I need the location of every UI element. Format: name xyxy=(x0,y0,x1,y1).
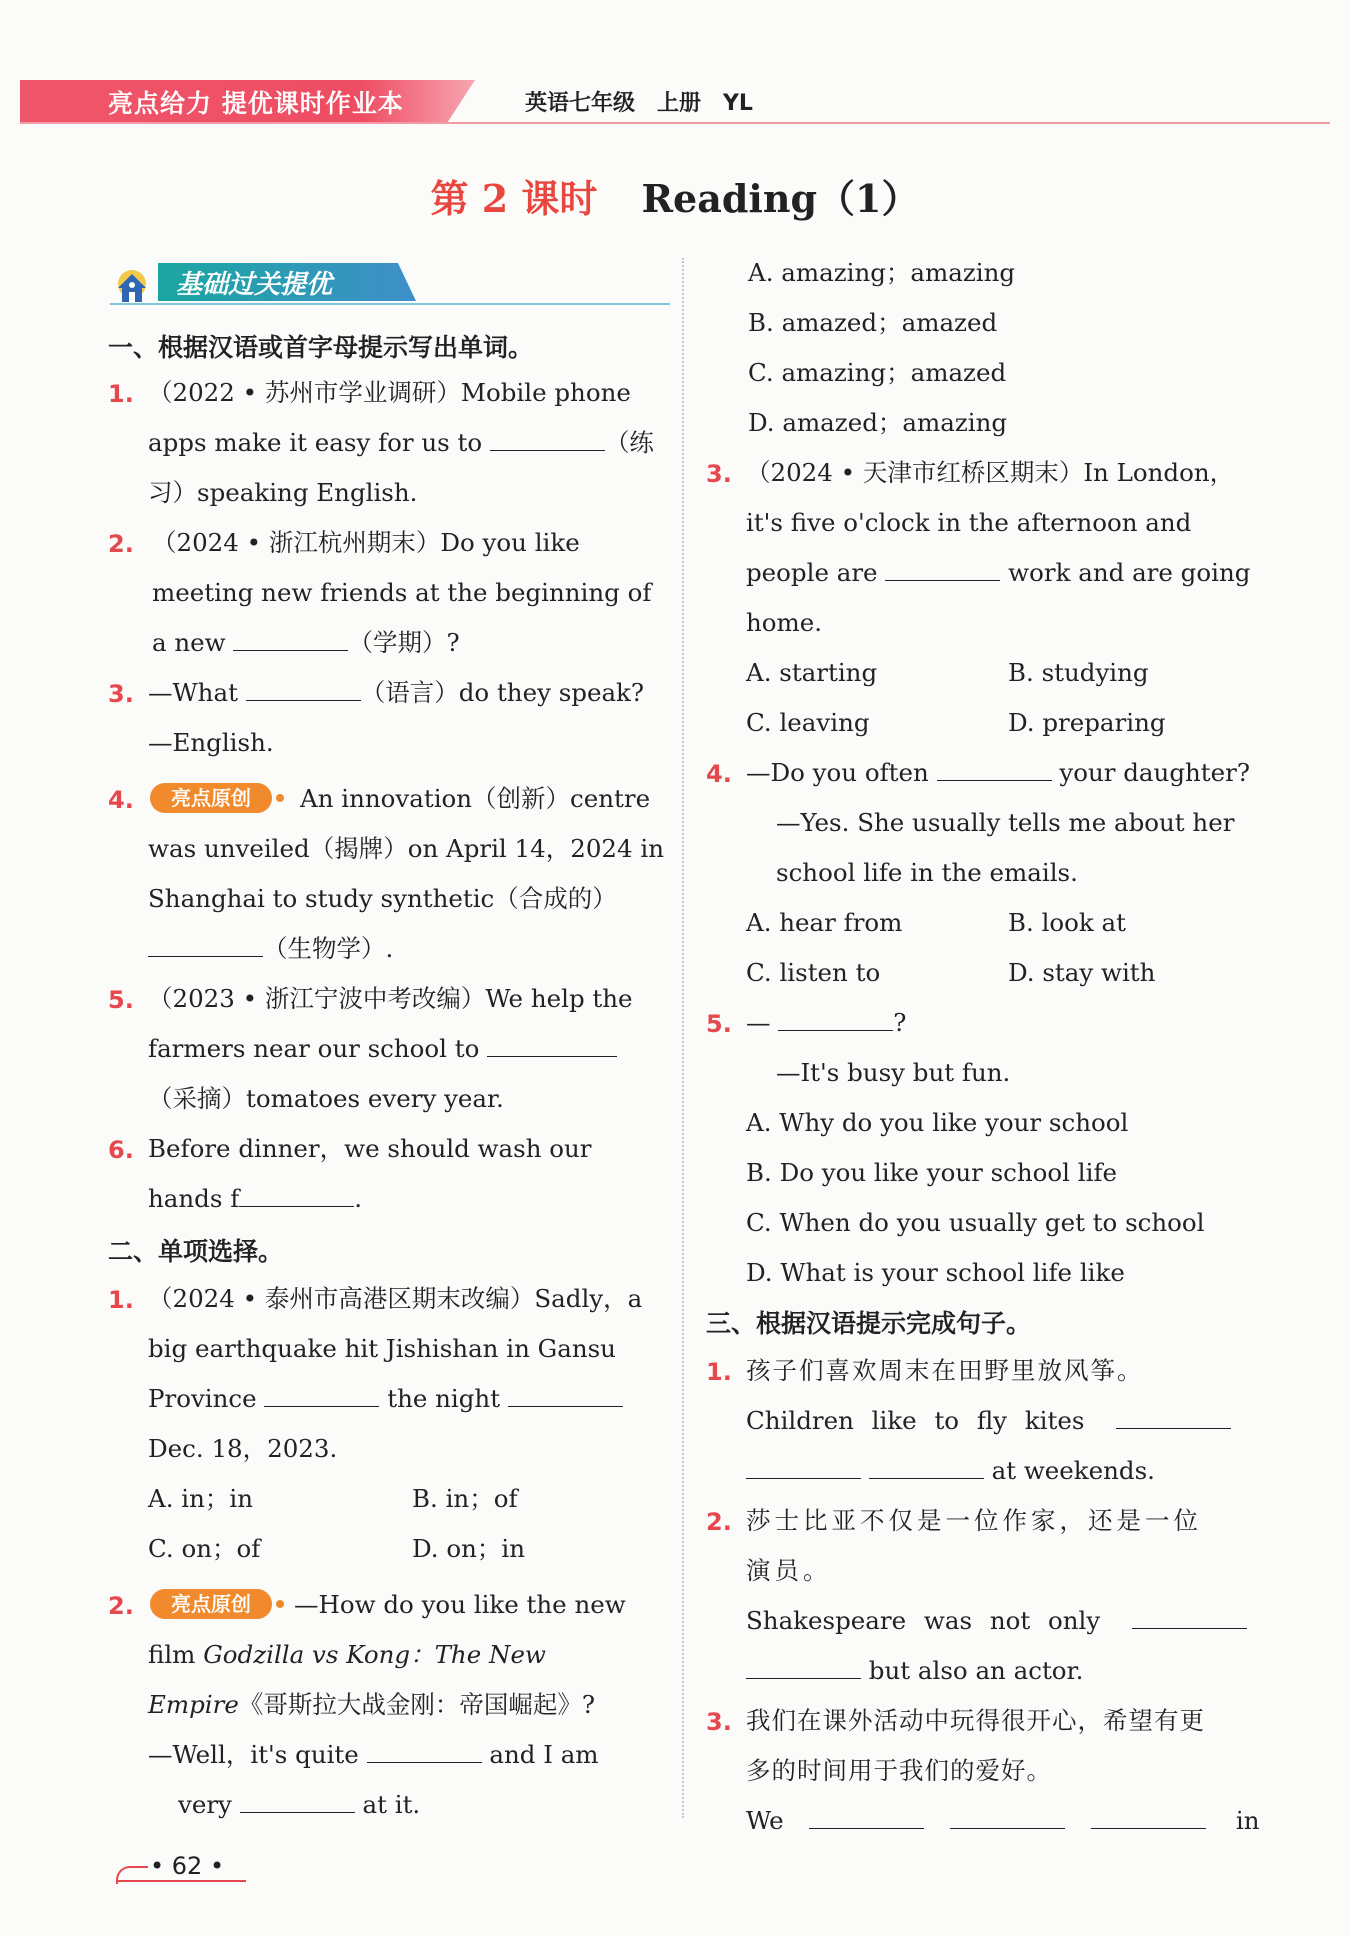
answer-blank[interactable] xyxy=(937,758,1052,781)
column-divider xyxy=(682,258,684,1818)
question-text: （2024 • 浙江杭州期末）Do you like xyxy=(152,528,580,557)
answer-blank[interactable] xyxy=(246,678,361,701)
option-c[interactable]: C. listen to xyxy=(746,958,881,987)
question-text: （2022 • 苏州市学业调研）Mobile phone xyxy=(148,378,631,407)
question-text: very at it. xyxy=(178,1790,421,1819)
answer-blank[interactable] xyxy=(487,1034,617,1057)
question-text: hands f . xyxy=(148,1184,363,1213)
question-text: —Well，it's quite and I am xyxy=(148,1740,599,1769)
answer-blank[interactable] xyxy=(148,934,263,957)
question-text: big earthquake hit Jishishan in Gansu xyxy=(148,1334,616,1363)
question-text: was unveiled（揭牌）on April 14，2024 in xyxy=(148,834,664,863)
question-text: film Godzilla vs Kong：The New xyxy=(148,1640,546,1669)
option-d[interactable]: D. on；in xyxy=(412,1534,525,1563)
series-title: 亮点给力 提优课时作业本 xyxy=(108,89,404,118)
question-text: farmers near our school to xyxy=(148,1034,617,1064)
question-text: （2024 • 天津市红桥区期末）In London， xyxy=(746,458,1235,487)
option-a[interactable]: A. Why do you like your school xyxy=(746,1108,1129,1137)
question-text: Children like to fly kites xyxy=(746,1406,1231,1436)
question-text: school life in the emails. xyxy=(776,858,1078,887)
question-text: it's five o'clock in the afternoon and xyxy=(746,508,1192,537)
question-text: （2024 • 泰州市高港区期末改编）Sadly，a xyxy=(148,1284,643,1313)
question-text: a new （学期）? xyxy=(152,628,460,657)
question-text: （2023 • 浙江宁波中考改编）We help the xyxy=(148,984,633,1013)
answer-blank[interactable] xyxy=(885,558,1000,581)
question-number: 2. xyxy=(108,530,134,558)
question-text: 习）speaking English. xyxy=(148,478,418,507)
tag-dot xyxy=(276,794,284,802)
question-number: 5. xyxy=(108,986,134,1014)
answer-blank[interactable] xyxy=(869,1456,984,1479)
question-number: 1. xyxy=(108,380,134,408)
question-number: 6. xyxy=(108,1136,134,1164)
question-text: An innovation（创新）centre xyxy=(300,784,651,813)
page-number-rule xyxy=(118,1880,246,1882)
question-text: （生物学）. xyxy=(148,934,393,964)
option-b[interactable]: B. Do you like your school life xyxy=(746,1158,1118,1187)
answer-blank[interactable] xyxy=(950,1806,1065,1829)
lesson-number: 第 2 课时 xyxy=(430,176,598,221)
original-tag: 亮点原创 xyxy=(150,783,272,813)
question-number: 3. xyxy=(706,460,732,488)
question-text: people are work and are going xyxy=(746,558,1251,587)
answer-blank[interactable] xyxy=(233,628,348,651)
answer-blank[interactable] xyxy=(1091,1806,1206,1829)
question-text: meeting new friends at the beginning of xyxy=(152,578,652,607)
question-text: 我们在课外活动中玩得很开心，希望有更 xyxy=(746,1706,1205,1735)
question-text: Shakespeare was not only xyxy=(746,1606,1247,1636)
question-number: 1. xyxy=(706,1358,732,1386)
question-text: —How do you like the new xyxy=(294,1590,626,1619)
question-text: 多的时间用于我们的爱好。 xyxy=(746,1756,1052,1785)
question-text: Province the night xyxy=(148,1384,623,1414)
question-number: 1. xyxy=(108,1286,134,1314)
question-number: 5. xyxy=(706,1010,732,1038)
question-number: 3. xyxy=(706,1708,732,1736)
option-c[interactable]: C. leaving xyxy=(746,708,870,737)
option-a[interactable]: A. amazing；amazing xyxy=(748,258,1016,287)
answer-blank[interactable] xyxy=(746,1656,861,1679)
question-text: —English. xyxy=(148,728,274,757)
header-rule xyxy=(20,122,1330,124)
option-d[interactable]: D. preparing xyxy=(1008,708,1166,737)
answer-blank[interactable] xyxy=(1132,1606,1247,1629)
question-number: 3. xyxy=(108,680,134,708)
section-heading-3: 三、根据汉语提示完成句子。 xyxy=(706,1309,1032,1338)
question-text: Before dinner，we should wash our xyxy=(148,1134,592,1163)
option-c[interactable]: C. on；of xyxy=(148,1534,261,1563)
page-title xyxy=(0,168,1350,223)
answer-blank[interactable] xyxy=(264,1384,379,1407)
question-text: —Yes. She usually tells me about her xyxy=(776,808,1235,837)
option-a[interactable]: A. in；in xyxy=(148,1484,253,1513)
question-text: — ? xyxy=(746,1008,907,1037)
question-text: （采摘）tomatoes every year. xyxy=(148,1084,504,1113)
option-b[interactable]: B. studying xyxy=(1008,658,1149,687)
question-text: —What （语言）do they speak? xyxy=(148,678,645,707)
option-d[interactable]: D. stay with xyxy=(1008,958,1156,987)
answer-blank[interactable] xyxy=(746,1456,861,1479)
lesson-topic: Reading（1） xyxy=(641,176,920,221)
subject-label: 英语七年级 上册 YL xyxy=(525,91,753,116)
option-b[interactable]: B. amazed；amazed xyxy=(748,308,998,337)
page-number: • 62 • xyxy=(150,1852,225,1880)
question-number: 4. xyxy=(706,760,732,788)
answer-blank[interactable] xyxy=(809,1806,924,1829)
answer-blank[interactable] xyxy=(490,428,605,451)
question-text: at weekends. xyxy=(746,1456,1155,1486)
question-number: 4. xyxy=(108,786,134,814)
option-c[interactable]: C. When do you usually get to school xyxy=(746,1208,1205,1237)
question-number: 2. xyxy=(706,1508,732,1536)
original-tag: 亮点原创 xyxy=(150,1589,272,1619)
question-text: Shanghai to study synthetic（合成的） xyxy=(148,884,617,913)
question-text: 演员。 xyxy=(746,1556,832,1585)
question-text: but also an actor. xyxy=(746,1656,1083,1686)
tag-dot xyxy=(276,1600,284,1608)
question-text: —Do you often your daughter? xyxy=(746,758,1250,787)
option-d[interactable]: D. amazed；amazing xyxy=(748,408,1008,437)
question-text: Dec. 18，2023. xyxy=(148,1434,338,1463)
option-c[interactable]: C. amazing；amazed xyxy=(748,358,1007,387)
answer-blank[interactable] xyxy=(367,1740,482,1763)
question-text: —It's busy but fun. xyxy=(776,1058,1011,1087)
answer-blank[interactable] xyxy=(239,1184,354,1207)
option-a[interactable]: A. hear from xyxy=(746,908,903,937)
section-heading-1: 一、根据汉语或首字母提示写出单词。 xyxy=(108,333,534,362)
section-banner-text: 基础过关提优 xyxy=(176,270,333,300)
option-b[interactable]: B. look at xyxy=(1008,908,1127,937)
question-text: Empire《哥斯拉大战金刚：帝国崛起》? xyxy=(148,1690,595,1719)
option-b[interactable]: B. in；of xyxy=(412,1484,518,1513)
answer-blank[interactable] xyxy=(778,1008,893,1031)
question-text: We in xyxy=(746,1806,1260,1835)
answer-blank[interactable] xyxy=(1116,1406,1231,1429)
section-heading-2: 二、单项选择。 xyxy=(108,1237,284,1266)
banner-rule xyxy=(110,303,670,305)
house-icon xyxy=(112,268,152,308)
answer-blank[interactable] xyxy=(508,1384,623,1407)
answer-blank[interactable] xyxy=(240,1790,355,1813)
question-number: 2. xyxy=(108,1592,134,1620)
question-text: home. xyxy=(746,608,823,637)
option-a[interactable]: A. starting xyxy=(746,658,878,687)
option-d[interactable]: D. What is your school life like xyxy=(746,1258,1125,1287)
question-text: 孩子们喜欢周末在田野里放风筝。 xyxy=(746,1356,1144,1385)
question-text: 莎士比亚不仅是一位作家，还是一位 xyxy=(746,1506,1202,1535)
question-text: apps make it easy for us to （练 xyxy=(148,428,654,457)
